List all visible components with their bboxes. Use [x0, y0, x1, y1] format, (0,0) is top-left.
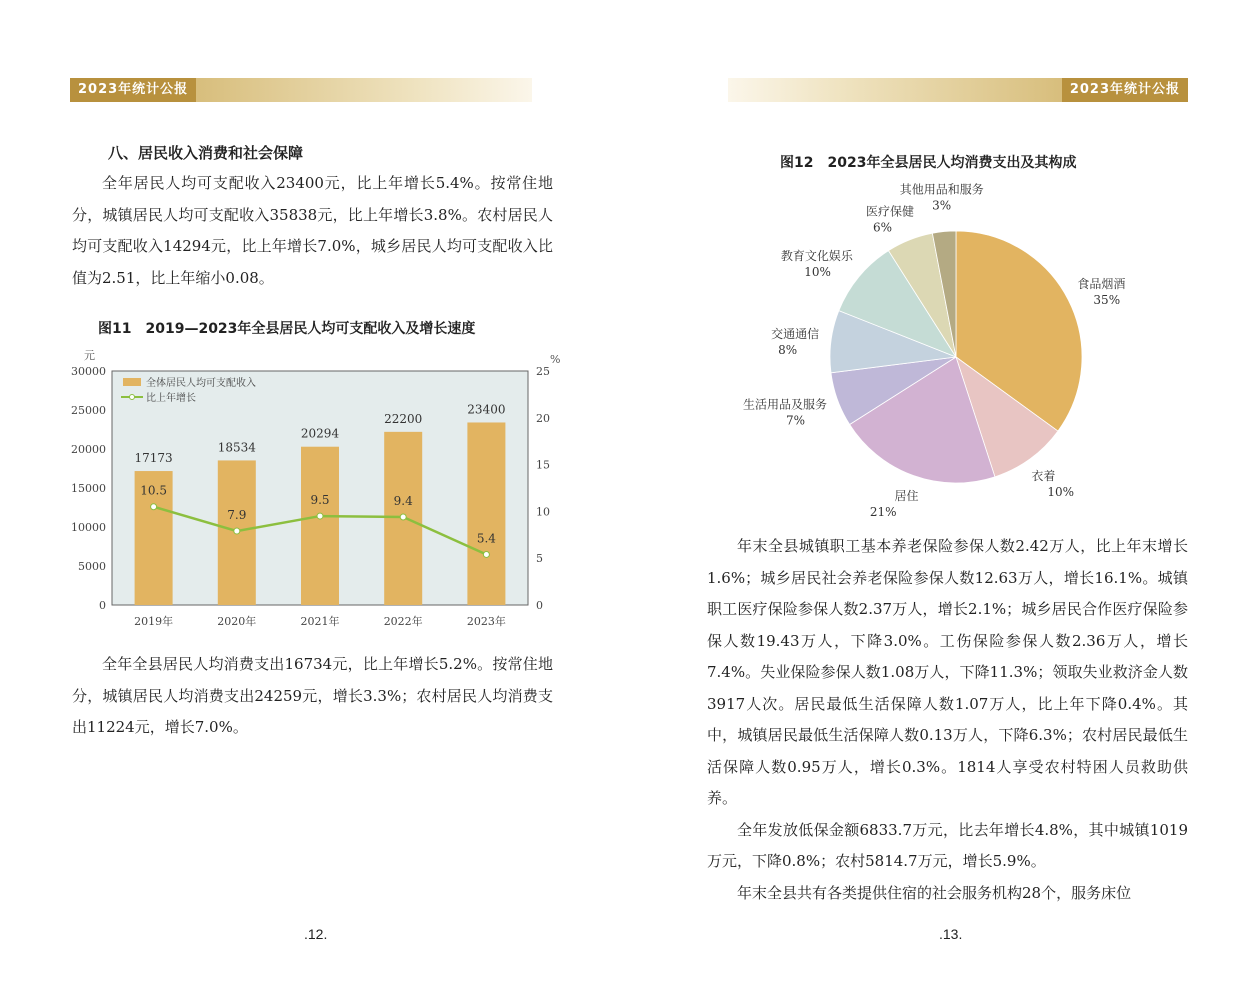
- slice-label: 其他用品和服务: [899, 182, 984, 197]
- y2-tick-label: 15: [536, 458, 550, 472]
- growth-point: [151, 504, 157, 510]
- page-number: .12.: [304, 926, 328, 942]
- slice-label: 居住: [894, 489, 919, 504]
- bar-value-label: 22200: [384, 411, 423, 426]
- y2-tick-label: 25: [536, 365, 550, 378]
- paragraph: [707, 531, 1188, 909]
- y-axis-unit: 元: [84, 349, 95, 362]
- paragraph-text: 全年居民人均可支配收入23400元，比上年增长5.4%。按常住地分，城镇居民人均可支配收入35838元，比上年增长3.8%。农村居民人均可支配收入14294元，比上年增长7.0%，城乡居民人均可支配收入比值为2.51，比上年缩小0.08。: [72, 174, 553, 287]
- legend-swatch-bar: [123, 378, 141, 386]
- right-page: [629, 0, 1259, 998]
- slice-percent-label: 10%: [1047, 484, 1075, 499]
- slice-label: 医疗保健: [866, 204, 915, 219]
- x-tick-label: 2020年: [217, 615, 257, 628]
- growth-point: [317, 513, 323, 519]
- consumption-pie-chart: [719, 178, 1159, 518]
- bar: [301, 447, 339, 605]
- slice-label: 衣着: [1031, 468, 1056, 483]
- slice-percent-label: 3%: [932, 198, 952, 213]
- page-number: .13.: [939, 926, 963, 942]
- growth-point: [483, 551, 489, 557]
- paragraph-text: 年末全县城镇职工基本养老保险参保人数2.42万人，比上年末增长1.6%；城乡居民社会养老保险参保人数12.63万人，增长16.1%。城镇职工医疗保险参保人数2.37万人，增长2.1%；城乡居民合作医疗保险参保人数19.43万人，下降3.0%。工伤保险参保人数2.36万人，增长7.4%。失业保险参保人数1.08万人，下降11.3%；领取失业救济金人数3917人次。居民最低生活保障人数1.07万人，比上年下降0.4%。其中，城镇居民最低生活保障人数0.13万人，下降6.3%；农村居民最低生活保障人数0.95万人，增长0.3%。1814人享受农村特困人员救助供养。: [707, 537, 1188, 807]
- y-tick-label: 0: [99, 599, 106, 612]
- figure-title: 图11 2019—2023年全县居民人均可支配收入及增长速度: [98, 321, 476, 337]
- legend-label: 全体居民人均可支配收入: [146, 378, 256, 389]
- y-tick-label: 5000: [78, 560, 106, 573]
- paragraph-text: 全年全县居民人均消费支出16734元，比上年增长5.2%。按常住地分，城镇居民人均消费支出24259元，增长3.3%；农村居民人均消费支出11224元，增长7.0%。: [72, 655, 553, 736]
- y2-tick-label: 10: [536, 505, 550, 519]
- growth-value-label: 7.9: [227, 508, 247, 523]
- slice-percent-label: 7%: [785, 413, 805, 428]
- y-tick-label: 15000: [71, 482, 106, 495]
- bar-value-label: 18534: [217, 440, 256, 455]
- paragraph: [72, 168, 553, 294]
- header-band: [70, 78, 532, 102]
- growth-value-label: 9.5: [310, 493, 330, 508]
- y-tick-label: 30000: [71, 365, 106, 378]
- header-band: [728, 78, 1188, 102]
- x-tick-label: 2023年: [466, 615, 506, 628]
- growth-value-label: 9.4: [393, 494, 413, 509]
- y-tick-label: 25000: [71, 404, 106, 417]
- paragraph-text: 年末全县共有各类提供住宿的社会服务机构28个，服务床位: [737, 883, 1132, 902]
- slice-label: 食品烟酒: [1077, 276, 1126, 291]
- bar-value-label: 23400: [467, 402, 506, 417]
- growth-value-label: 5.4: [476, 531, 496, 546]
- section-heading: 八、居民收入消费和社会保障: [108, 144, 304, 162]
- header-title: 2023年统计公报: [1062, 78, 1188, 102]
- y2-tick-label: 20: [536, 411, 550, 425]
- x-tick-label: 2021年: [300, 615, 340, 628]
- y-tick-label: 20000: [71, 443, 106, 456]
- growth-point: [234, 528, 240, 534]
- slice-percent-label: 35%: [1093, 292, 1121, 307]
- slice-percent-label: 6%: [872, 220, 893, 235]
- x-tick-label: 2022年: [383, 615, 423, 628]
- x-tick-label: 2019年: [134, 615, 174, 628]
- bar-value-label: 17173: [134, 451, 173, 466]
- header-title: 2023年统计公报: [70, 78, 196, 102]
- y2-tick-label: 0: [536, 599, 543, 612]
- growth-value-label: 10.5: [140, 483, 167, 498]
- slice-percent-label: 21%: [869, 505, 897, 518]
- y-tick-label: 10000: [71, 521, 106, 534]
- y2-tick-label: 5: [536, 552, 543, 566]
- legend-label: 比上年增长: [146, 393, 196, 404]
- slice-label: 生活用品及服务: [742, 397, 827, 412]
- figure-title: 图12 2023年全县居民人均消费支出及其构成: [780, 155, 1077, 171]
- legend-swatch-point: [130, 395, 135, 400]
- paragraph: [72, 649, 553, 744]
- slice-label: 交通通信: [771, 326, 820, 341]
- slice-label: 教育文化娱乐: [780, 249, 853, 264]
- bar-value-label: 20294: [300, 426, 340, 441]
- bar: [467, 422, 505, 605]
- paragraph-text: 全年发放低保金额6833.7万元，比去年增长4.8%，其中城镇1019万元，下降0.8%；农村5814.7万元，增长5.9%。: [707, 820, 1188, 870]
- income-chart: [60, 345, 570, 635]
- y2-axis-unit: %: [550, 353, 561, 366]
- slice-percent-label: 8%: [778, 342, 798, 357]
- slice-percent-label: 10%: [804, 265, 831, 280]
- growth-point: [400, 514, 406, 520]
- left-page: [0, 0, 629, 998]
